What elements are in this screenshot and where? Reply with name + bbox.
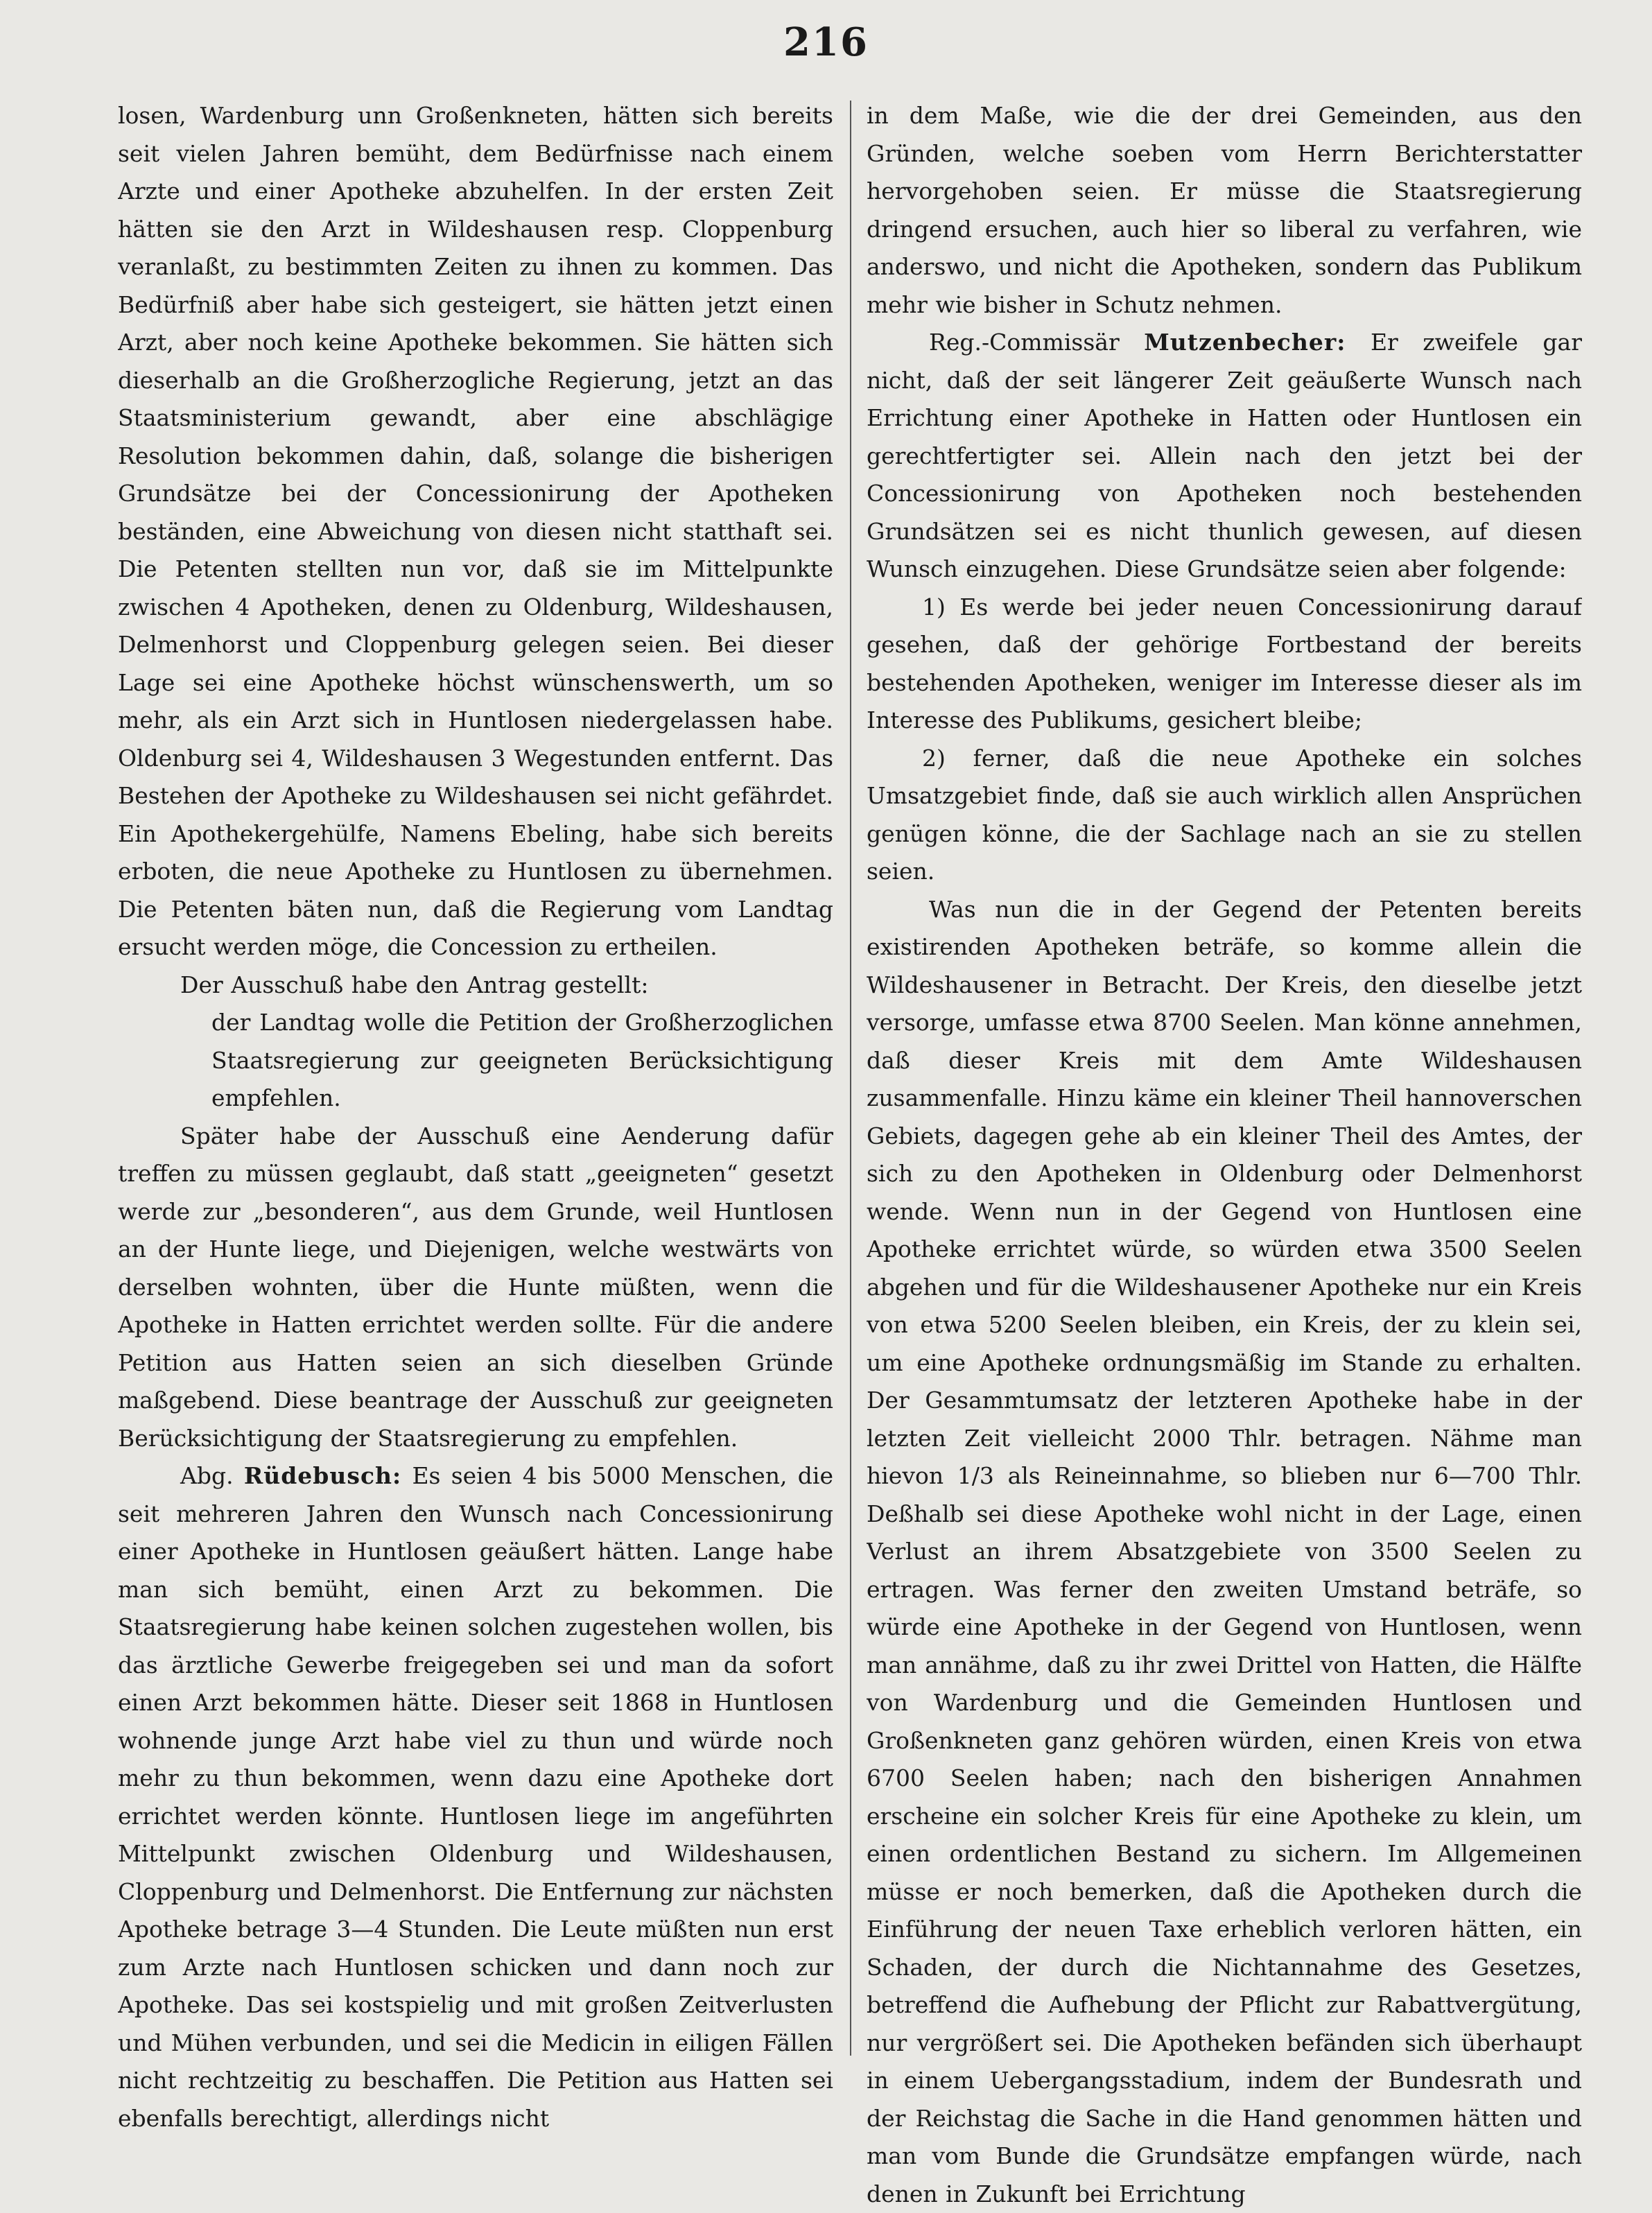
speaker-name: Mutzenbecher: <box>1144 329 1346 356</box>
speech-paragraph <box>118 1457 833 2137</box>
speech-paragraph <box>867 324 1582 589</box>
speech-text: Es seien 4 bis 5000 Menschen, die seit mehreren Jahren den Wunsch nach Concessionirung einer Apotheke in Huntlosen geäußert hätten. Lange habe man sich bemüht, einen Arzt zu bekommen. Die Staatsregierung habe keinen solchen zugestehen wollen, bis das ärztliche Gewerbe freigegeben sei und man da sofort einen Arzt bekommen hätte. Dieser seit 1868 in Huntlosen wohnende junge Arzt habe viel zu thun und würde noch mehr zu thun bekommen, wenn dazu eine Apotheke dort errichtet werden könnte. Huntlosen liege im angeführten Mittelpunkt zwischen Oldenburg und Wildeshausen, Cloppenburg und Delmenhorst. Die Entfernung zur nächsten Apotheke betrage 3—4 Stunden. Die Leute müßten nun erst zum Arzte nach Huntlosen schicken und dann noch zur Apotheke. Das sei kostspielig und mit großen Zeitverlusten und Mühen verbunden, und sei die Medicin in eiligen Fällen nicht rechtzeitig zu beschaffen. Die Petition aus Hatten sei ebenfalls berechtigt, allerdings nicht <box>118 1462 833 2132</box>
page-number: 216 <box>0 19 1652 65</box>
speaker-role: Abg. <box>180 1462 234 1489</box>
right-column <box>867 97 1582 2213</box>
speaker-name: Rüdebusch: <box>244 1462 401 1489</box>
paragraph: Was nun die in der Gegend der Petenten bereits existirenden Apotheken beträfe, so komme allein die Wildeshausener in Betracht. Der Kreis, den dieselbe jetzt versorge, umfasse etwa 8700 Seelen. Man könne annehmen, daß dieser Kreis mit dem Amte Wildeshausen zusammenfalle. Hinzu käme ein kleiner Theil hannoverschen Gebiets, dagegen gehe ab ein kleiner Theil des Amtes, der sich zu den Apotheken in Oldenburg oder Delmenhorst wende. Wenn nun in der Gegend von Huntlosen eine Apotheke errichtet würde, so würden etwa 3500 Seelen abgehen und für die Wildeshausener Apotheke nur ein Kreis von etwa 5200 Seelen bleiben, ein Kreis, der zu klein sei, um eine Apotheke ordnungsmäßig im Stande zu erhalten. Der Gesammtumsatz der letzteren Apotheke habe in der letzten Zeit vielleicht 2000 Thlr. betragen. Nähme man hievon 1/3 als Reineinnahme, so blieben nur 6—700 Thlr. Deßhalb sei diese Apotheke wohl nicht in der Lage, einen Verlust an ihrem Absatzgebiete von 3500 Seelen zu ertragen. Was ferner den zweiten Umstand beträfe, so würde eine Apotheke in der Gegend von Huntlosen, wenn man annähme, daß zu ihr zwei Drittel von Hatten, die Hälfte von Wardenburg und die Gemeinden Huntlosen und Großenkneten ganz gehören würden, einen Kreis von etwa 6700 Seelen haben; nach den bisherigen Annahmen erscheine ein solcher Kreis für eine Apotheke zu klein, um einen ordentlichen Bestand zu sichern. Im Allgemeinen müsse er noch bemerken, daß die Apotheken durch die Einführung der neuen Taxe erheblich verloren hätten, ein Schaden, der durch die Nichtannahme des Gesetzes, betreffend die Aufhebung der Pflicht zur Rabattvergütung, nur vergrößert sei. Die Apotheken befänden sich überhaupt in einem Uebergangsstadium, indem der Bundesrath und der Reichstag die Sache in die Hand genommen hätten und man vom Bunde die Grundsätze empfangen würde, nach denen in Zukunft bei Errichtung <box>867 891 1582 2213</box>
left-column <box>118 97 833 2137</box>
speaker-role: Reg.-Commissär <box>929 329 1120 356</box>
speech-text: Er zweifele gar nicht, daß der seit längerer Zeit geäußerte Wunsch nach Errichtung einer Apotheke in Hatten oder Huntlosen ein gerechtfertigter sei. Allein nach den jetzt bei der Concessionirung von Apotheken noch bestehenden Grundsätzen sei es nicht thunlich gewesen, auf diesen Wunsch einzugehen. Diese Grundsätze seien aber folgende: <box>867 329 1582 582</box>
list-item: 2) ferner, daß die neue Apotheke ein solches Umsatzgebiet finde, daß sie auch wirklich allen Ansprüchen genügen könne, die der Sachlage nach an sie zu stellen seien. <box>867 740 1582 891</box>
motion-quote: der Landtag wolle die Petition der Großherzoglichen Staatsregierung zur geeigneten Berücksichtigung empfehlen. <box>118 1004 833 1118</box>
list-item: 1) Es werde bei jeder neuen Concessionirung darauf gesehen, daß der gehörige Fortbestand der bereits bestehenden Apotheken, weniger im Interesse dieser als im Interesse des Publikums, gesichert bleibe; <box>867 589 1582 740</box>
paragraph: losen, Wardenburg unn Großenkneten, hätten sich bereits seit vielen Jahren bemüht, dem Bedürfnisse nach einem Arzte und einer Apotheke abzuhelfen. In der ersten Zeit hätten sie den Arzt in Wildeshausen resp. Cloppenburg veranlaßt, zu bestimmten Zeiten zu ihnen zu kommen. Das Bedürfniß aber habe sich gesteigert, sie hätten jetzt einen Arzt, aber noch keine Apotheke bekommen. Sie hätten sich dieserhalb an die Großherzogliche Regierung, jetzt an das Staatsministerium gewandt, aber eine abschlägige Resolution bekommen dahin, daß, solange die bisherigen Grundsätze bei der Concessionirung der Apotheken beständen, eine Abweichung von diesen nicht statthaft sei. Die Petenten stellten nun vor, daß sie im Mittelpunkte zwischen 4 Apotheken, denen zu Oldenburg, Wildeshausen, Delmenhorst und Cloppenburg gelegen seien. Bei dieser Lage sei eine Apotheke höchst wünschenswerth, um so mehr, als ein Arzt sich in Huntlosen niedergelassen habe. Oldenburg sei 4, Wildeshausen 3 Wegestunden entfernt. Das Bestehen der Apotheke zu Wildeshausen sei nicht gefährdet. Ein Apothekergehülfe, Namens Ebeling, habe sich bereits erboten, die neue Apotheke zu Huntlosen zu übernehmen. Die Petenten bäten nun, daß die Regierung vom Landtag ersucht werden möge, die Concession zu ertheilen. <box>118 97 833 966</box>
paragraph: in dem Maße, wie die der drei Gemeinden, aus den Gründen, welche soeben vom Herrn Berichterstatter hervorgehoben seien. Er müsse die Staatsregierung dringend ersuchen, auch hier so liberal zu verfahren, wie anderswo, und nicht die Apotheken, sondern das Publikum mehr wie bisher in Schutz nehmen. <box>867 97 1582 324</box>
paragraph: Der Ausschuß habe den Antrag gestellt: <box>118 966 833 1005</box>
column-divider <box>850 101 851 2056</box>
paragraph: Später habe der Ausschuß eine Aenderung dafür treffen zu müssen geglaubt, daß statt „geeigneten“ gesetzt werde zur „besonderen“, aus dem Grunde, weil Huntlosen an der Hunte liege, und Diejenigen, welche westwärts von derselben wohnten, über die Hunte müßten, wenn die Apotheke in Hatten errichtet werden sollte. Für die andere Petition aus Hatten seien an sich dieselben Gründe maßgebend. Diese beantrage der Ausschuß zur geeigneten Berücksichtigung der Staatsregierung zu empfehlen. <box>118 1118 833 1458</box>
